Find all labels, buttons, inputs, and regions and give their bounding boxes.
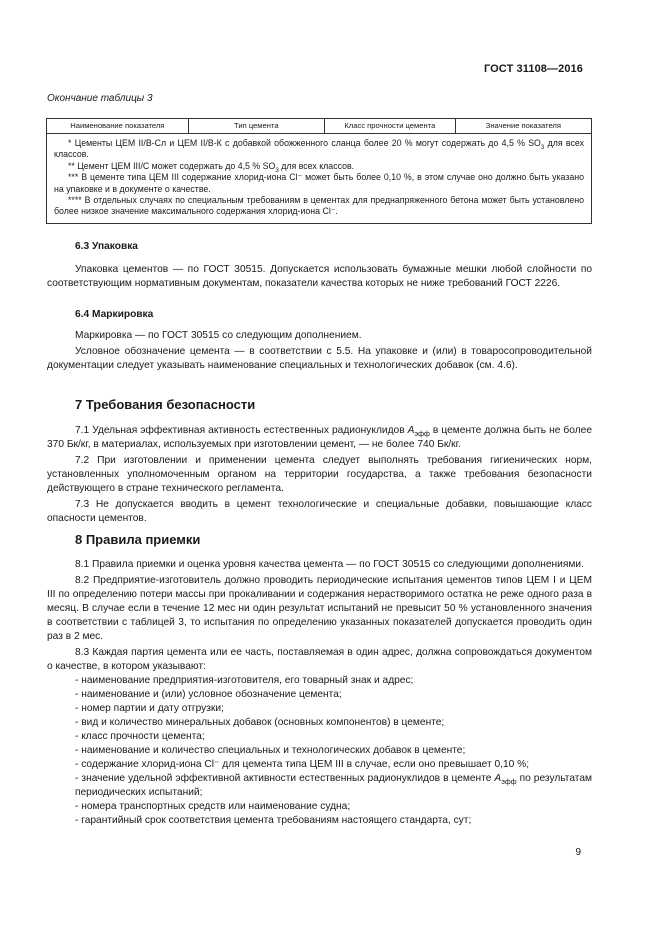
table-footnote-4: **** В отдельных случаях по специальным требованиям в цементах для преднапряженного бетона может быть установлено более низкое значение максимального содержания хлорид-иона Cl⁻. (54, 195, 584, 217)
section-6-3-text: Упаковка цементов — по ГОСТ 30515. Допускается использовать бумажные мешки любой слойности по соответствующим нормативным документам, показатели качества которых не ниже требований ГОСТ 2226. (47, 264, 592, 289)
section-7 (47, 424, 592, 526)
list-item-mineral-additives: - вид и количество минеральных добавок (основных компонентов) в цементе; (75, 717, 445, 728)
list-item-cement-designation: - наименование и (или) условное обозначение цемента; (75, 689, 342, 700)
section-7-3: 7.3 Не допускается вводить в цемент технологические и специальные добавки, повышающие класс опасности цементов. (47, 499, 592, 524)
table-footnote-2: ** Цемент ЦЕМ III/С может содержать до 4,5 % $SO_3$ для всех классов. (68, 160, 355, 174)
list-item-special-additives: - наименование и количество специальных и технологических добавок в цементе; (75, 745, 466, 756)
list-item-batch-number: - номер партии и дату отгрузки; (75, 703, 224, 714)
section-7-1: 7.1 Удельная эффективная активность естественных радионуклидов $A_{эфф}$ в цементе должна быть не более 370 Бк/кг, в материалах, используемых при изготовлении цемент, — не более 740 Бк/кг. (47, 425, 592, 450)
table-footnotes-row (47, 134, 592, 224)
section-8-1: 8.1 Правила приемки и оценка уровня качества цемента — по ГОСТ 30515 со следующими дополнениями. (75, 559, 584, 570)
table-header-row (47, 119, 592, 134)
section-6-3 (47, 240, 592, 291)
list-item-transport-numbers: - номера транспортных средств или наименование судна; (75, 801, 351, 812)
col-header-strength-class: Класс прочности цемента (324, 119, 455, 134)
col-header-indicator: Наименование показателя (47, 119, 189, 134)
section-8-2: 8.2 Предприятие-изготовитель должно проводить периодические испытания цементов типов ЦЕМ I и ЦЕМ III по определению потери массы при прокаливании и содержания нерастворимого остатка не реже одного раза в месяц. В случае если в течение 12 мес ни один результат испытаний не превысит 50 % установленного значения в соответствии с таблицей 3, то испытания по определению указанных показателей допускается проводить один раз в 2 мес. (47, 575, 592, 642)
list-item-radionuclide-activity: - значение удельной эффективной активности естественных радионуклидов в цементе $A_{эфф}$ по результатам периодических испытаний; (75, 773, 593, 798)
col-header-value: Значение показателя (455, 119, 591, 134)
section-6-4-text-1: Маркировка — по ГОСТ 30515 со следующим дополнением. (75, 330, 362, 341)
section-8-title: 8 Правила приемки (75, 532, 201, 547)
list-item-chloride-content: - содержание хлорид-иона Cl⁻ для цемента типа ЦЕМ III в случае, если оно превышает 0,10 %; (75, 759, 530, 770)
page-number: 9 (575, 847, 581, 858)
list-item-strength-class: - класс прочности цемента; (75, 731, 205, 742)
section-6-3-title: 6.3 Упаковка (75, 241, 138, 252)
section-6-4-text-2: Условное обозначение цемента — в соответствии с 5.5. На упаковке и (или) в товаросопроводительной документации следует указывать наименование специальных и технологических добавок (см. 4.6). (47, 346, 592, 371)
section-6-4-title: 6.4 Маркировка (75, 309, 154, 320)
section-8 (47, 558, 592, 828)
list-item-warranty-period: - гарантийный срок соответствия цемента требованиям настоящего стандарта, сут; (75, 815, 472, 826)
section-7-title: 7 Требования безопасности (75, 397, 256, 412)
table-3-end (46, 118, 592, 224)
table-caption: Окончание таблицы 3 (47, 93, 153, 104)
list-item-manufacturer: - наименование предприятия-изготовителя, его товарный знак и адрес; (75, 675, 414, 686)
table-footnote-3: *** В цементе типа ЦЕМ III содержание хлорид-иона Cl⁻ может быть более 0,10 %, в этом случае оно должно быть указано на упаковке и в документе о качестве. (54, 172, 584, 194)
section-8-3: 8.3 Каждая партия цемента или ее часть, поставляемая в один адрес, должна сопровождаться документом о качестве, в котором указывают: (47, 647, 592, 672)
section-6-4 (47, 308, 592, 373)
table-footnotes-cell (47, 134, 592, 224)
table-footnote-1: * Цементы ЦЕМ II/В-Сл и ЦЕМ II/В-К с добавкой обожженного сланца более 20 % могут содержать до 4,5 % $SO_3$ для всех классов. (54, 138, 584, 160)
section-7-2: 7.2 При изготовлении и применении цемента следует выполнять требования гигиенических норм, установленных уполномоченным органом на территории государства, а также требования безопасности действующего в стране технического регламента. (47, 455, 592, 494)
col-header-cement-type: Тип цемента (188, 119, 324, 134)
standard-number: ГОСТ 31108—2016 (483, 63, 583, 75)
